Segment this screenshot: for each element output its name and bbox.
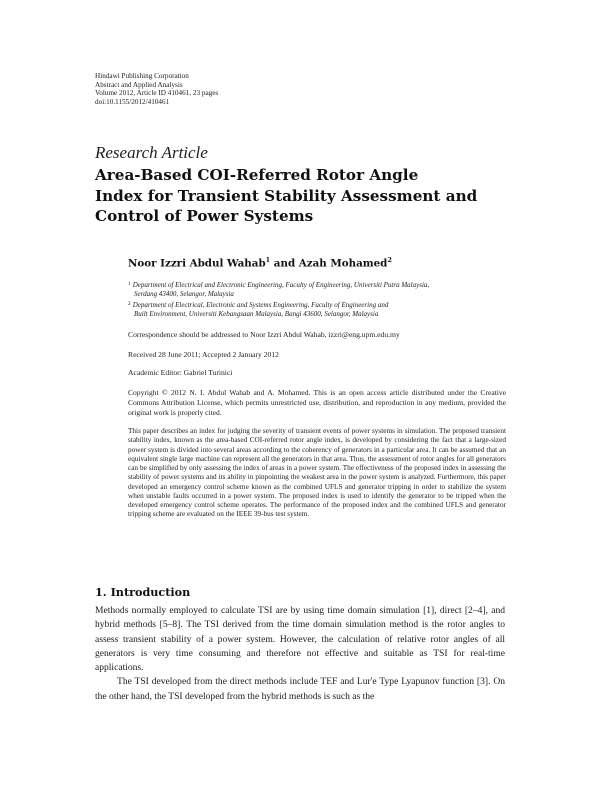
- affiliation-1: [128, 280, 508, 300]
- affiliation-marker: 1: [265, 256, 271, 264]
- journal-header: [95, 72, 218, 106]
- correspondence: Correspondence should be addressed to Noor Izzri Abdul Wahab, izzri@eng.upm.edu.my: [128, 330, 400, 339]
- author-name: Noor Izzri Abdul Wahab: [128, 257, 266, 270]
- abstract: This paper describes an index for judging the severity of transient events of power systems in simulation. The proposed transient stability index, known as the area-based COI-referred rotor angle index, is developed by considering the fact that a large-sized power system is divided into several areas according to the coherency of generators in a particular area. It can be assumed that an equivalent single large machine can represent all the generators in that area. Thus, the assessment of rotor angles for all generators can be simplified by only assessing the index of areas in a power system. The effectiveness of the proposed index in assessing the stability of power systems and its ability in pinpointing the weakest area in the power system is analyzed. Furthermore, this paper developed an emergency control scheme known as the combined UFLS and generator tripping in order to stabilize the system when unstable faults occurred in a power system. The proposed index is used to identify the generator to be tripped when the developed emergency control scheme operates. The performance of the proposed index and the combined UFLS and generator tripping scheme are evaluated on the IEEE 39-bus test system.: [128, 427, 506, 519]
- affiliation-text: Serdang 43400, Selangor, Malaysia: [134, 290, 234, 299]
- title-line: Control of Power Systems: [95, 207, 314, 225]
- section-heading: 1. Introduction: [95, 585, 191, 599]
- affiliation-text: Department of Electrical, Electronic and Systems Engineering, Faculty of Engineering and: [132, 301, 389, 309]
- doi: doi:10.1155/2012/410461: [95, 97, 170, 106]
- section-body: [95, 604, 505, 704]
- article-title: [95, 165, 515, 227]
- academic-editor: Academic Editor: Gabriel Turinici: [128, 368, 233, 377]
- journal-name: Abstract and Applied Analysis: [95, 80, 183, 89]
- body-paragraph: Methods normally employed to calculate TSI are by using time domain simulation [1], direct [2–4], and hybrid methods [5–8]. The TSI derived from the time domain simulation method is the rotor angles to assess transient stability of a power system. However, the calculation of relative rotor angles of all generators is very time consuming and therefore not effective and suitable as TSI for real-time applications.: [95, 605, 505, 674]
- affiliation-text: Built Environment, Universiti Kebangsaan Malaysia, Bangi 43600, Selangor, Malaysia: [134, 310, 379, 319]
- title-line: Index for Transient Stability Assessment and: [95, 186, 478, 205]
- received-dates: Received 28 June 2011; Accepted 2 January 2012: [128, 350, 279, 359]
- author-list: [128, 256, 392, 269]
- volume-info: Volume 2012, Article ID 410461, 23 pages: [95, 89, 219, 98]
- affiliation-number: 2: [128, 301, 131, 307]
- author-name: Azah Mohamed: [298, 257, 388, 270]
- affiliation-number: 1: [128, 281, 131, 287]
- author-connector: and: [270, 257, 299, 270]
- publisher-name: Hindawi Publishing Corporation: [95, 72, 189, 80]
- copyright-notice: Copyright © 2012 N. I. Abdul Wahab and A. Mohamed. This is an open access article distributed under the Creative Commons Attribution License, which permits unrestricted use, distribution, and reproduction in any medium, provided the original work is properly cited.: [128, 388, 506, 417]
- title-line: Area-Based COI-Referred Rotor Angle: [95, 166, 419, 184]
- affiliation-text: Department of Electrical and Electronic Engineering, Faculty of Engineering, Universiti Putra Malaysia,: [132, 281, 430, 289]
- article-type: Research Article: [95, 143, 208, 162]
- affiliation-2: [128, 300, 508, 320]
- body-paragraph: The TSI developed from the direct methods include TEF and Lur'e Type Lyapunov function [3]. On the other hand, the TSI developed from the hybrid methods is such as the: [95, 676, 505, 702]
- affiliation-marker: 2: [387, 256, 392, 264]
